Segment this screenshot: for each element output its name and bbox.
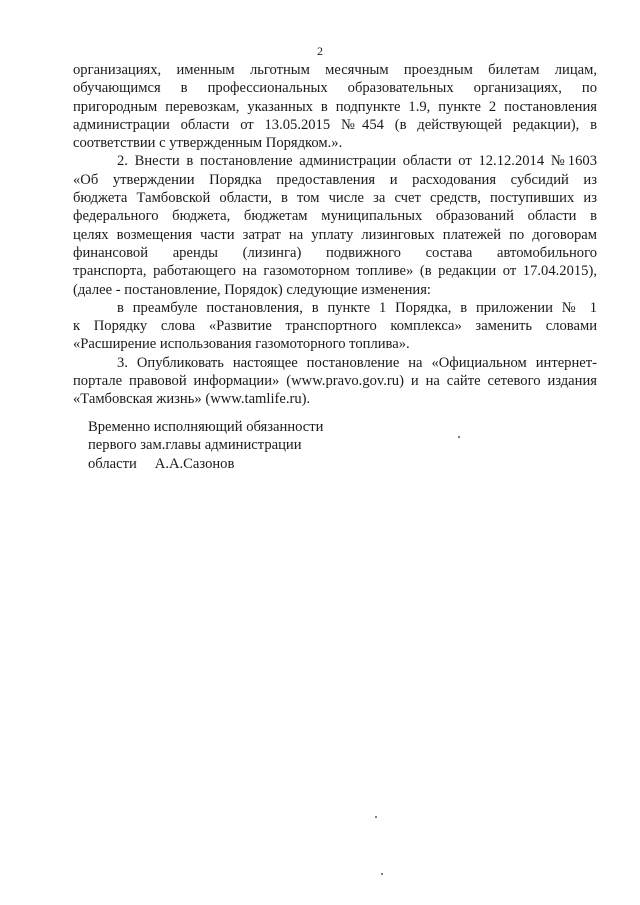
- text-line: к Порядку слова «Развитие транспортного комплекса» заменить словами: [73, 318, 597, 335]
- scan-speck: [381, 873, 383, 875]
- signature-block: [88, 418, 388, 473]
- paragraph-2: [73, 152, 597, 298]
- text-line: обучающимся в профессиональных образовательных организациях, по: [73, 80, 597, 97]
- text-line: целях возмещения части затрат на уплату лизинговых платежей по договорам: [73, 226, 597, 243]
- text-line: федерального бюджета, бюджетам муниципальных образований области в: [73, 208, 597, 225]
- text-line: 2. Внести в постановление администрации области от 12.12.2014 №1603: [117, 153, 597, 170]
- text-line: «Тамбовская жизнь» (www.tamlife.ru).: [73, 391, 311, 408]
- text-line: организациях, именным льготным месячным проездным билетам лицам,: [73, 62, 597, 78]
- page-number: 2: [317, 44, 323, 58]
- text-line: «Об утверждении Порядка предоставления и расходования субсидий из: [73, 171, 597, 188]
- signatory-region: области: [88, 455, 137, 472]
- text-line: «Расширение использования газомоторного топлива».: [73, 336, 410, 353]
- document-body: [73, 61, 597, 409]
- text-line: финансовой аренды (лизинга) подвижного состава автомобильного: [73, 244, 597, 261]
- text-line: бюджета Тамбовской области, в том числе за счет средств, поступивших из: [73, 190, 597, 207]
- text-line: (далее - постановление, Порядок) следующие изменения:: [73, 281, 431, 298]
- paragraph-4: [73, 354, 597, 409]
- text-line: в преамбуле постановления, в пункте 1 Порядка, в приложении № 1: [117, 299, 597, 316]
- text-line: соответствии с утвержденным Порядком.».: [73, 135, 343, 152]
- scan-speck: [375, 816, 377, 818]
- text-line: портале правовой информации» (www.pravo.gov.ru) и на сайте сетевого издания: [73, 373, 597, 390]
- text-line: пригородным перевозкам, указанных в подпункте 1.9, пункте 2 постановления: [73, 98, 597, 115]
- signatory-position: первого зам.главы администрации: [88, 437, 302, 454]
- signatory-title: Временно исполняющий обязанности: [88, 419, 324, 435]
- signatory-name-line: [88, 455, 388, 473]
- paragraph-3: [73, 299, 597, 354]
- text-line: администрации области от 13.05.2015 №454 (в действующей редакции), в: [73, 116, 597, 133]
- paragraph-1: [73, 61, 597, 152]
- text-line: транспорта, работающего на газомоторном топливе» (в редакции от 17.04.2015),: [73, 263, 597, 280]
- signatory-name: А.А.Сазонов: [154, 455, 235, 472]
- scan-speck: [458, 436, 460, 438]
- text-line: 3. Опубликовать настоящее постановление на «Официальном интернет-: [117, 354, 597, 371]
